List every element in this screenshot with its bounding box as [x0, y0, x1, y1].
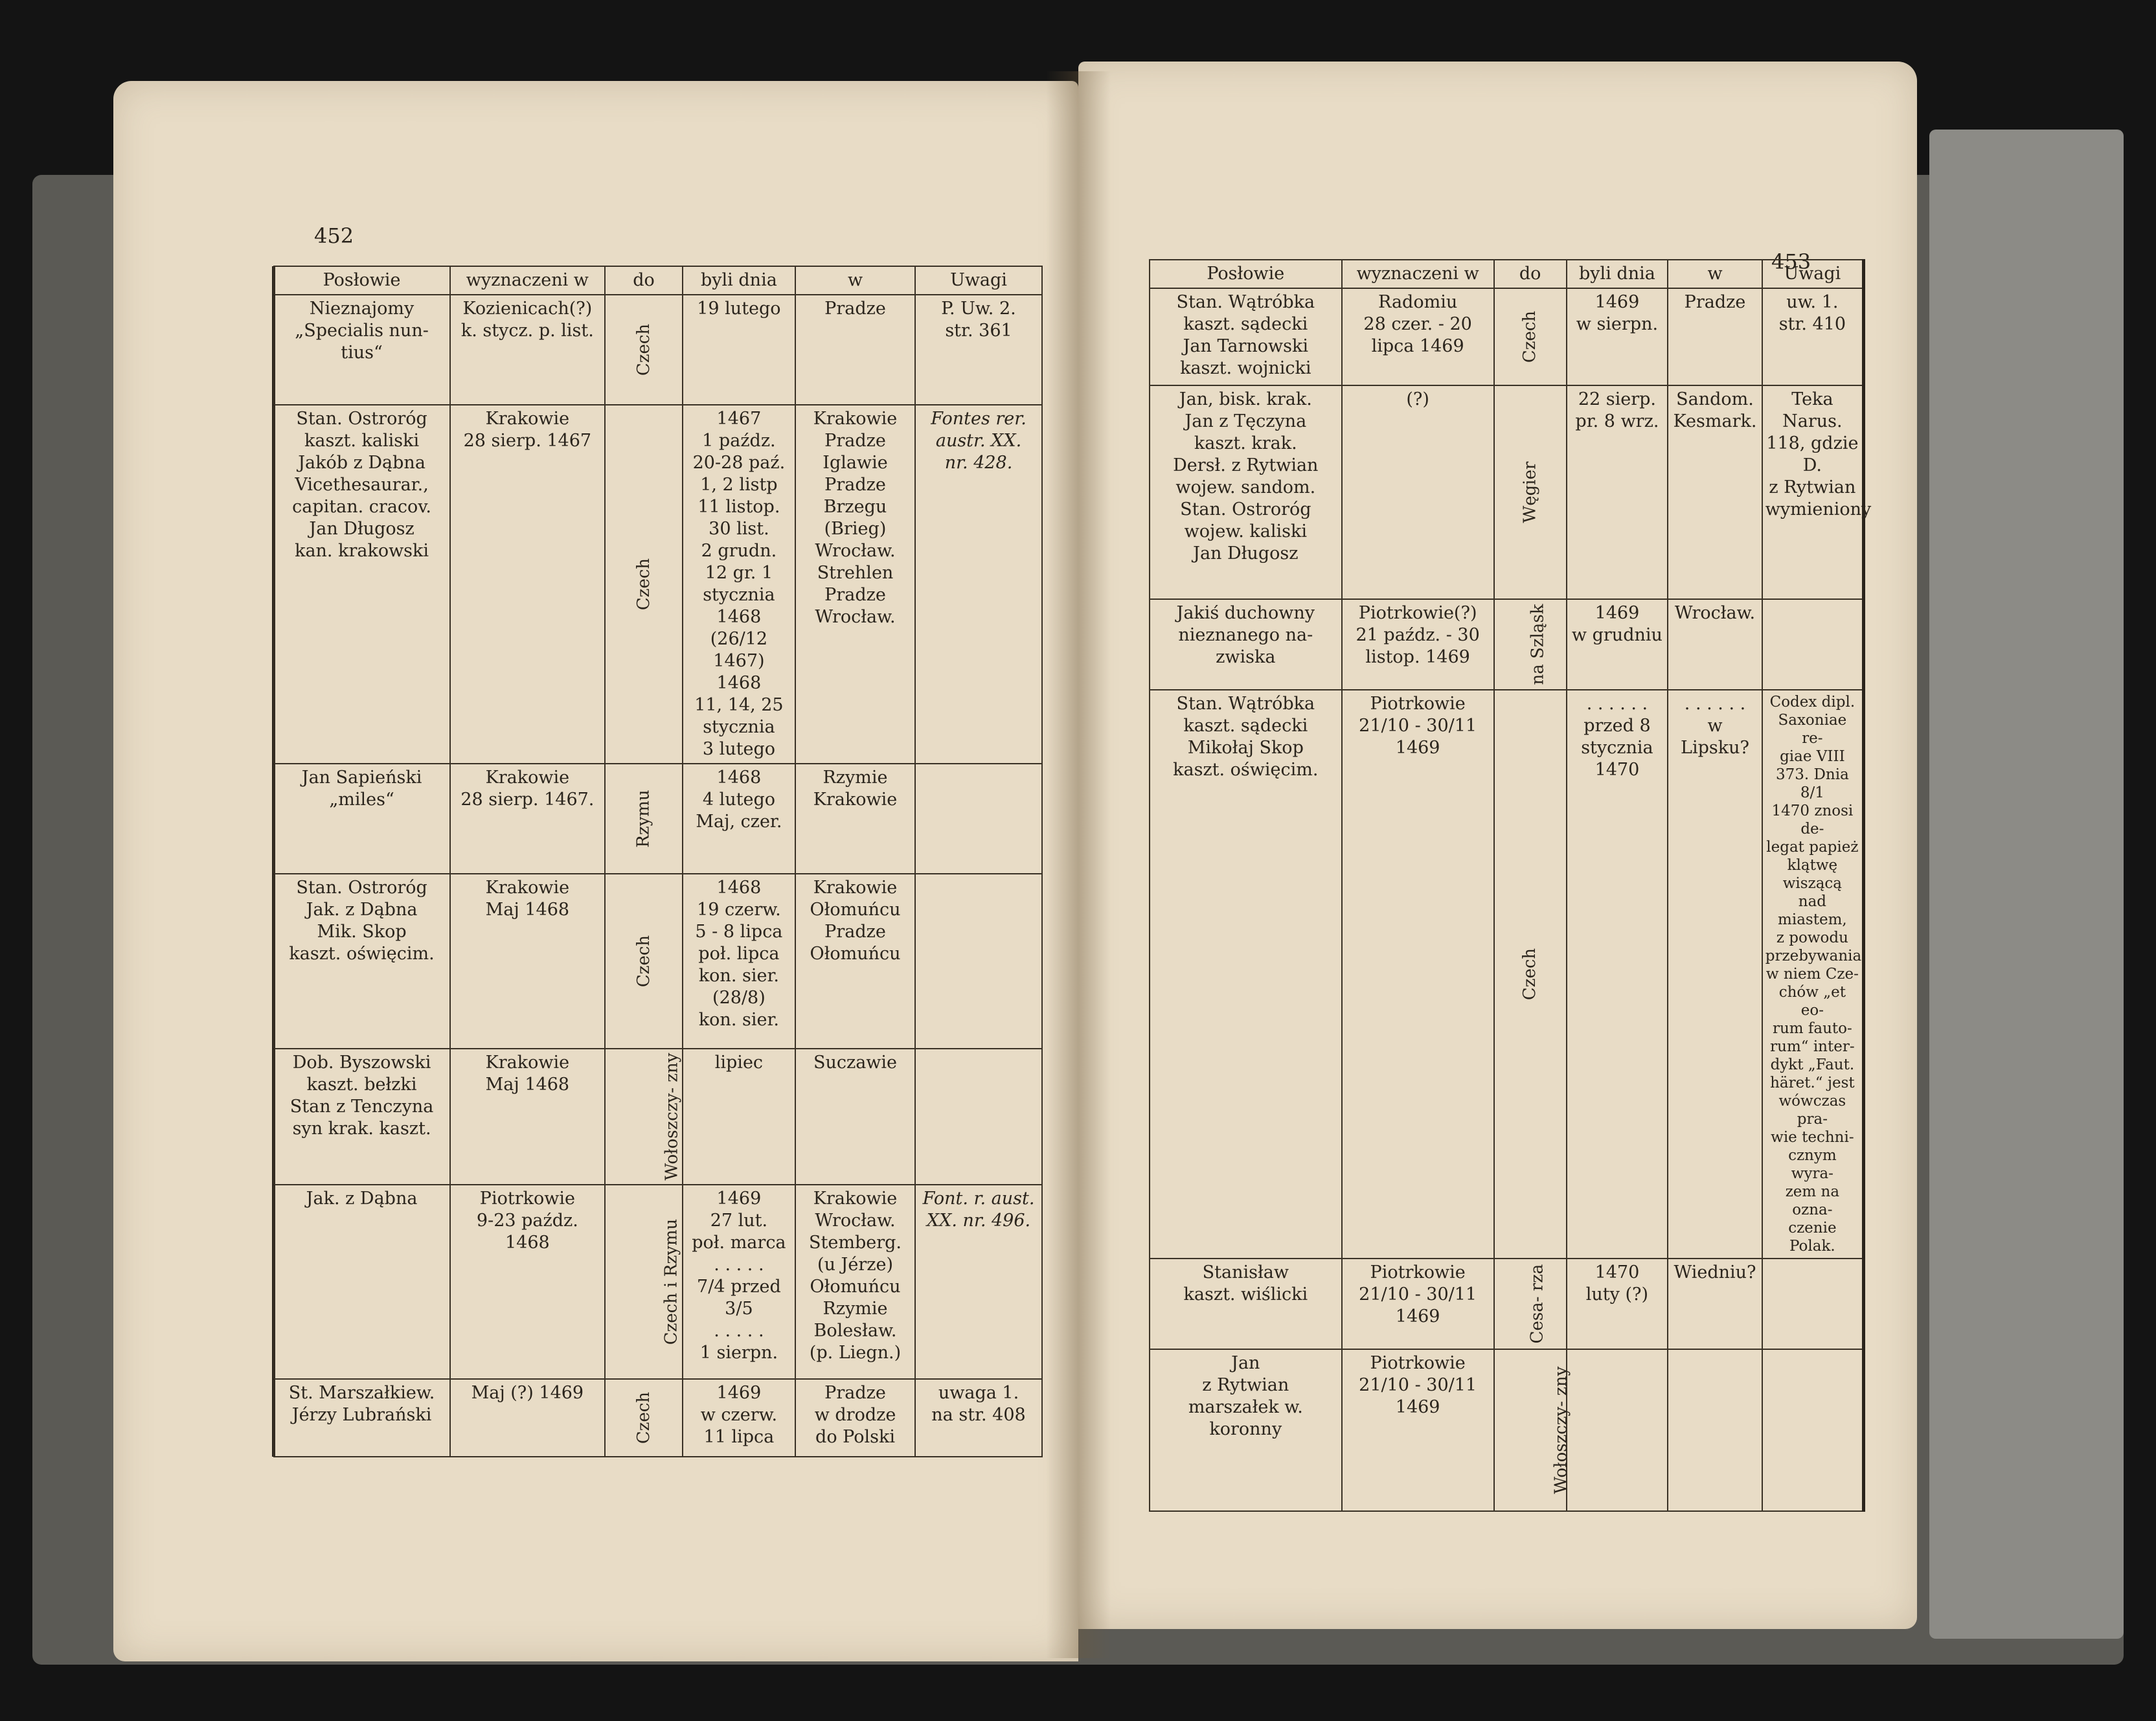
appointed-cell: Krakowie 28 sierp. 1467 [450, 405, 605, 764]
notes-cell: Fontes rer. austr. XX. nr. 428. [915, 405, 1042, 764]
appointed-cell: Krakowie 28 sierp. 1467. [450, 764, 605, 874]
envoys-cell: Nieznajomy „Specialis nun- tius“ [274, 295, 450, 405]
place-cell: Wiedniu? [1668, 1259, 1762, 1349]
destination-cell [1494, 1349, 1571, 1511]
page-number-left: 452 [314, 223, 354, 248]
table-header-row [274, 266, 1043, 295]
place-cell: Rzymie Krakowie [795, 764, 915, 874]
destination-label: Wołoszczy- zny [1551, 1366, 1571, 1494]
appointed-cell: Piotrkowie(?) 21 paźdz. - 30 listop. 1469 [1342, 599, 1494, 690]
table-row [1150, 1349, 1864, 1511]
place-cell: Pradze w drodze do Polski [795, 1379, 915, 1457]
destination-cell [605, 1049, 683, 1185]
table-row [274, 764, 1043, 874]
notes-cell: uw. 1. str. 410 [1762, 288, 1864, 385]
destination-cell [605, 405, 683, 764]
dates-cell: 1469 w sierpn. [1567, 288, 1668, 385]
table-row [274, 1049, 1043, 1185]
table-row [1150, 599, 1864, 690]
envoys-cell: Jak. z Dąbna [274, 1185, 450, 1379]
place-cell: Suczawie [795, 1049, 915, 1185]
place-cell: Pradze [1668, 288, 1762, 385]
notes-cell [1762, 599, 1864, 690]
envoys-cell: Stanisław kaszt. wiślicki [1150, 1259, 1342, 1349]
destination-label: Czech [633, 1391, 653, 1444]
destination-label: Cesa- rza [1527, 1264, 1547, 1344]
place-cell: Sandom. Kesmark. [1668, 385, 1762, 599]
header-uwagi: Uwagi [1762, 260, 1864, 288]
place-cell: Krakowie Ołomuńcu Pradze Ołomuńcu [795, 874, 915, 1049]
destination-cell [605, 1379, 683, 1457]
place-cell: Wrocław. [1668, 599, 1762, 690]
envoys-cell: St. Marszałkiew. Jérzy Lubrański [274, 1379, 450, 1457]
destination-label: na Szląsk [1528, 604, 1548, 685]
book-gutter [1046, 71, 1111, 1658]
table-row [274, 405, 1043, 764]
destination-label: Czech [633, 558, 653, 611]
envoys-cell: Stan. Ostroróg Jak. z Dąbna Mik. Skop kaszt. oświęcim. [274, 874, 450, 1049]
destination-label: Czech i Rzymu [661, 1218, 681, 1345]
appointed-cell: Piotrkowie 21/10 - 30/11 1469 [1342, 690, 1494, 1259]
dates-cell: lipiec [683, 1049, 795, 1185]
dates-cell [1567, 1349, 1668, 1511]
appointed-cell: Radomiu 28 czer. - 20 lipca 1469 [1342, 288, 1494, 385]
appointed-cell: Piotrkowie 21/10 - 30/11 1469 [1342, 1349, 1494, 1511]
notes-cell [915, 764, 1042, 874]
table-header-row [1150, 260, 1864, 288]
table-row [1150, 1259, 1864, 1349]
dates-cell: 1469 27 lut. poł. marca . . . . . 7/4 przed 3/5 . . . . . 1 sierpn. [683, 1185, 795, 1379]
dates-cell: 1469 w czerw. 11 lipca [683, 1379, 795, 1457]
destination-cell [1494, 599, 1567, 690]
table-row [1150, 385, 1864, 599]
envoys-table-left [272, 266, 1043, 1457]
notes-cell: uwaga 1. na str. 408 [915, 1379, 1042, 1457]
destination-label: Rzymu [633, 790, 653, 848]
place-cell: Krakowie Pradze Iglawie Pradze Brzegu (Brieg) Wrocław. Strehlen Pradze Wrocław. [795, 405, 915, 764]
cover-edge [1929, 130, 2124, 1639]
destination-cell [605, 874, 683, 1049]
header-wyznaczeni: wyznaczeni w [450, 266, 605, 295]
envoys-cell: Stan. Wątróbka kaszt. sądecki Jan Tarnowski kaszt. wojnicki [1150, 288, 1342, 385]
dates-cell: 1470 luty (?) [1567, 1259, 1668, 1349]
destination-label: Węgier [1520, 461, 1540, 523]
envoys-cell: Dob. Byszowski kaszt. bełzki Stan z Tenczyna syn krak. kaszt. [274, 1049, 450, 1185]
notes-cell [1762, 1259, 1864, 1349]
header-byli-dnia: byli dnia [683, 266, 795, 295]
destination-label: Czech [633, 323, 653, 376]
appointed-cell: Kozienicach(?) k. stycz. p. list. [450, 295, 605, 405]
notes-cell: Font. r. aust. XX. nr. 496. [915, 1185, 1042, 1379]
destination-cell [605, 764, 683, 874]
place-cell: Pradze [795, 295, 915, 405]
appointed-cell: Krakowie Maj 1468 [450, 874, 605, 1049]
dates-cell: 1468 19 czerw. 5 - 8 lipca poł. lipca kon. sier. (28/8) kon. sier. [683, 874, 795, 1049]
header-w: w [1668, 260, 1762, 288]
dates-cell: 1467 1 paźdz. 20-28 paź. 1, 2 listp 11 listop. 30 list. 2 grudn. 12 gr. 1 stycznia 1468 (26/12 1467) 1468 11, 14, 25 stycznia 3 lutego [683, 405, 795, 764]
table-row [274, 874, 1043, 1049]
appointed-cell: Krakowie Maj 1468 [450, 1049, 605, 1185]
envoys-cell: Jan z Rytwian marszałek w. koronny [1150, 1349, 1342, 1511]
envoys-cell: Jan, bisk. krak. Jan z Tęczyna kaszt. krak. Dersł. z Rytwian wojew. sandom. Stan. Ostroróg wojew. kaliski Jan Długosz [1150, 385, 1342, 599]
header-do: do [605, 266, 683, 295]
envoys-cell: Jakiś duchowny nieznanego na- zwiska [1150, 599, 1342, 690]
header-uwagi: Uwagi [915, 266, 1042, 295]
header-poslowie: Posłowie [274, 266, 450, 295]
appointed-cell: Piotrkowie 9-23 paźdz. 1468 [450, 1185, 605, 1379]
header-do: do [1494, 260, 1567, 288]
place-cell: . . . . . . w Lipsku? [1668, 690, 1762, 1259]
destination-label: Czech [1520, 948, 1540, 1001]
notes-cell: P. Uw. 2. str. 361 [915, 295, 1042, 405]
appointed-cell: Maj (?) 1469 [450, 1379, 605, 1457]
notes-cell [915, 1049, 1042, 1185]
table-row [274, 295, 1043, 405]
destination-cell [1494, 690, 1567, 1259]
notes-cell [1762, 1349, 1864, 1511]
header-byli-dnia: byli dnia [1567, 260, 1668, 288]
dates-cell: 22 sierp. pr. 8 wrz. [1567, 385, 1668, 599]
place-cell: Krakowie Wrocław. Stemberg. (u Jérze) Ołomuńcu Rzymie Bolesław. (p. Liegn.) [795, 1185, 915, 1379]
notes-cell [915, 874, 1042, 1049]
header-w: w [795, 266, 915, 295]
dates-cell: 19 lutego [683, 295, 795, 405]
dates-cell: 1469 w grudniu [1567, 599, 1668, 690]
envoys-cell: Jan Sapieński „miles“ [274, 764, 450, 874]
dates-cell: 1468 4 lutego Maj, czer. [683, 764, 795, 874]
destination-cell [605, 295, 683, 405]
table-row [274, 1185, 1043, 1379]
table-row [274, 1379, 1043, 1457]
appointed-cell: Piotrkowie 21/10 - 30/11 1469 [1342, 1259, 1494, 1349]
destination-label: Czech [1520, 310, 1540, 363]
appointed-cell: (?) [1342, 385, 1494, 599]
envoys-table-right [1150, 259, 1872, 1512]
destination-cell [605, 1185, 683, 1379]
table-row [1150, 690, 1864, 1259]
page-number-right: 453 [1771, 249, 1811, 274]
destination-cell [1494, 288, 1567, 385]
destination-cell [1494, 385, 1567, 599]
envoys-cell: Stan. Ostroróg kaszt. kaliski Jakób z Dąbna Vicethesaurar., capitan. cracov. Jan Długosz kan. krakowski [274, 405, 450, 764]
destination-cell [1494, 1259, 1567, 1349]
dates-cell: . . . . . . przed 8 stycznia 1470 [1567, 690, 1668, 1259]
header-wyznaczeni: wyznaczeni w [1342, 260, 1494, 288]
notes-cell: Teka Narus. 118, gdzie D. z Rytwian wymieniony [1762, 385, 1864, 599]
destination-label: Czech [633, 935, 653, 988]
header-poslowie: Posłowie [1150, 260, 1342, 288]
envoys-cell: Stan. Wątróbka kaszt. sądecki Mikołaj Skop kaszt. oświęcim. [1150, 690, 1342, 1259]
destination-label: Wołoszczy- zny [662, 1053, 682, 1181]
notes-cell: Codex dipl. Saxoniae re- giae VIII 373. Dnia 8/1 1470 znosi de- legat papież klątwę wiszącą nad miastem, z powodu przebywania w niem Cze- chów „et eo- rum fauto- rum“ inter- dykt „Faut. häret.“ jest wówczas pra- wie techni- cznym wyra- zem na ozna- czenie Polak. [1762, 690, 1864, 1259]
place-cell [1668, 1349, 1762, 1511]
table-row [1150, 288, 1864, 385]
